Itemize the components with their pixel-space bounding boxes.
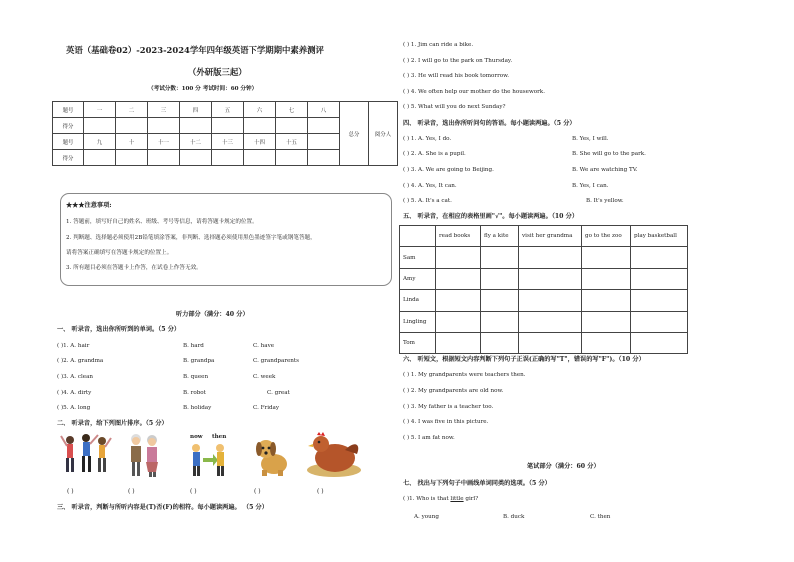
question-4-5[interactable]: ( ) 5. A. It's a cat. [403,198,452,204]
table-cell: 十四 [244,134,276,150]
score-input-cell[interactable] [116,118,148,134]
exam-info: （考试分数：100 分 考试时间：60 分钟） [148,86,258,92]
score-table [52,101,398,166]
question-1-4[interactable]: ( )4. A. dirty [57,390,92,396]
table-row [400,290,688,311]
notice-item: 请将答案正确填写在答题卡规定的位置上。 [66,250,173,256]
picture-answer-blank[interactable]: ( ) [317,488,324,495]
check-cell[interactable] [631,290,688,311]
question-4-4[interactable]: ( ) 4. A. Yes, It can. [403,183,457,189]
section-3-heading: 三、 听录音，判断与所听内容是(T)否(F)的相符。每小题读两遍。 （5 分） [57,504,268,511]
check-cell[interactable] [582,247,631,268]
table-header-row [400,226,688,247]
check-cell[interactable] [582,290,631,311]
picture-answer-blank[interactable]: ( ) [190,488,197,495]
question-4-1[interactable]: ( ) 1. A. Yes, I do. [403,136,452,142]
section-7-heading: 七、 找出与下列句子中画线单词同类的选项。（5 分） [403,480,551,487]
tf-item[interactable]: ( ) 4. We often help our mother do the housework. [403,89,545,95]
listening-heading: 听力部分（满分：40 分） [176,311,249,318]
score-input-cell[interactable] [212,150,244,166]
dancing-kids-picture [60,432,112,478]
table-cell: 八 [308,102,340,118]
check-cell[interactable] [436,311,481,332]
underlined-word: little [450,496,464,502]
option-b[interactable]: B. queen [183,374,209,380]
table-header: visit her grandma [519,226,582,247]
score-input-cell[interactable] [276,150,308,166]
table-cell: 九 [84,134,116,150]
question-text: ( )1. Who is that [403,496,451,502]
page-title: 英语（基础卷02）-2023-2024学年四年级英语下学期期中素养测评 [66,45,324,55]
option-c[interactable]: C. week [253,374,276,380]
tf-item[interactable]: ( ) 3. My father is a teacher too. [403,404,494,410]
score-input-cell[interactable] [180,118,212,134]
table-cell [308,150,340,166]
table-cell: 十五 [276,134,308,150]
now-label: now [190,434,203,440]
option-c[interactable]: C. great [267,390,290,396]
check-cell[interactable] [481,290,519,311]
check-cell[interactable] [436,247,481,268]
question-text: girl? [463,496,479,502]
table-row [400,332,688,353]
check-cell[interactable] [631,268,688,289]
check-cell[interactable] [519,311,582,332]
score-input-cell[interactable] [276,118,308,134]
now-then-picture [188,442,228,478]
score-input-cell[interactable] [244,150,276,166]
table-row [400,268,688,289]
check-cell[interactable] [631,311,688,332]
notice-item: 3. 所有题目必须在答题卡上作答，在试卷上作答无效。 [66,265,202,271]
question-1-1[interactable]: ( )1. A. hair [57,343,90,349]
option-c[interactable]: C. grandparents [253,358,300,364]
check-cell[interactable] [481,268,519,289]
section-2-heading: 二、 听录音，给下列图片排序。（5 分） [57,420,168,427]
score-table-label: 题号 [53,134,84,150]
score-table-label: 得分 [53,150,84,166]
table-cell: 十 [116,134,148,150]
tf-item[interactable]: ( ) 5. What will you do next Sunday? [403,104,506,110]
check-cell[interactable] [436,290,481,311]
hen-picture [305,430,363,478]
notice-heading: ★★★注意事项: [66,202,112,209]
table-cell: 四 [180,102,212,118]
check-cell[interactable] [582,332,631,353]
option-b[interactable]: B. holiday [183,405,212,411]
score-input-cell[interactable] [148,150,180,166]
row-label: Amy [400,268,436,289]
section-4-heading: 四、 听录音，选出你所听问句的答语。每小题读两遍。（5 分） [403,120,576,127]
picture-answer-blank[interactable]: ( ) [254,488,261,495]
check-cell[interactable] [436,332,481,353]
option-b[interactable]: B. duck [503,514,525,520]
check-cell[interactable] [631,332,688,353]
score-input-cell[interactable] [180,150,212,166]
option-b[interactable]: B. Yes, I can. [572,183,609,189]
table-header: go to the zoo [582,226,631,247]
option-b[interactable]: B. She will go to the park. [572,151,646,157]
tf-item[interactable]: ( ) 2. My grandparents are old now. [403,388,504,394]
check-cell[interactable] [582,311,631,332]
row-label: Lingling [400,311,436,332]
notice-item: 2. 判断题、选择题必须使用2B铅笔填涂答案，非判断、选择题必须使用黑色墨迹签字笔或钢笔答题， [66,235,316,241]
table-row [53,102,398,118]
table-cell: 三 [148,102,180,118]
table-cell: 二 [116,102,148,118]
table-cell: 六 [244,102,276,118]
score-input-cell[interactable] [148,118,180,134]
table-header [400,226,436,247]
total-score-cell: 总分 [340,102,369,166]
table-cell: 七 [276,102,308,118]
score-input-cell[interactable] [116,150,148,166]
table-row [400,247,688,268]
option-b[interactable]: B. grandpa [183,358,215,364]
page-subtitle: （外研版三起） [188,67,247,77]
section-1-heading: 一、 听录音，选出你所听到的单词。（5 分） [57,326,181,333]
score-input-cell[interactable] [244,118,276,134]
score-table-label: 题号 [53,102,84,118]
option-b[interactable]: B. We are watching TV. [572,167,638,173]
tf-item[interactable]: ( ) 4. I was five in this picture. [403,419,489,425]
reviewer-cell: 阅分人 [369,102,398,166]
notice-item: 1. 答题前，填写好自己的姓名、班级、考号等信息，请将答题卡规定的位置。 [66,219,258,225]
row-label: Sam [400,247,436,268]
table-header: read books [436,226,481,247]
check-cell[interactable] [481,247,519,268]
row-label: Linda [400,290,436,311]
table-cell: 十二 [180,134,212,150]
score-table-label: 得分 [53,118,84,134]
question-1-2[interactable]: ( )2. A. grandma [57,358,104,364]
picture-answer-blank[interactable]: ( ) [128,488,135,495]
score-input-cell[interactable] [308,118,340,134]
option-b[interactable]: B. It's yellow. [586,198,624,204]
option-c[interactable]: C. Friday [253,405,280,411]
section-5-heading: 五、 听录音，在相应的表格里画"√"。每小题读两遍。（10 分） [403,213,579,220]
option-c[interactable]: C. then [590,514,611,520]
check-cell[interactable] [519,247,582,268]
check-cell[interactable] [519,332,582,353]
option-a[interactable]: A. young [414,514,439,520]
table-row [400,311,688,332]
check-cell[interactable] [436,268,481,289]
option-b[interactable]: B. Yes, I will. [572,136,609,142]
option-c[interactable]: C. have [253,343,275,349]
tf-item[interactable]: ( ) 2. I will go to the park on Thursday. [403,58,513,64]
question-1-3[interactable]: ( )3. A. clean [57,374,94,380]
row-label: Tom [400,332,436,353]
table-cell: 一 [84,102,116,118]
table-cell: 十三 [212,134,244,150]
tf-item[interactable]: ( ) 3. He will read his book tomorrow. [403,73,510,79]
check-cell[interactable] [582,268,631,289]
dog-picture [252,436,292,478]
option-b[interactable]: B. robot [183,390,206,396]
check-cell[interactable] [631,247,688,268]
score-input-cell[interactable] [212,118,244,134]
question-1-5[interactable]: ( )5. A. long [57,405,91,411]
question-4-3[interactable]: ( ) 3. A. We are going to Beijing. [403,167,494,173]
table-cell: 五 [212,102,244,118]
picture-answer-blank[interactable]: ( ) [67,488,74,495]
question-4-2[interactable]: ( ) 2. A. She is a pupil. [403,151,466,157]
check-cell[interactable] [481,311,519,332]
option-b[interactable]: B. hard [183,343,204,349]
score-input-cell[interactable] [84,118,116,134]
tf-item[interactable]: ( ) 1. My grandparents were teachers then. [403,372,526,378]
written-heading: 笔试部分（满分：60 分） [527,463,600,470]
tf-item[interactable]: ( ) 1. Jim can ride a bike. [403,42,474,48]
question-7-1[interactable] [403,497,478,503]
table-header: play basketball [631,226,688,247]
grandparents-picture [124,432,164,478]
score-input-cell[interactable] [84,150,116,166]
check-cell[interactable] [519,290,582,311]
table-cell: 十一 [148,134,180,150]
tf-item[interactable]: ( ) 5. I am fat now. [403,435,455,441]
section-6-heading: 六、 听短文，根据短文内容判断下列句子正误(正确的写"T"，错误的写"F")。（10 分） [403,356,645,363]
activity-table [399,225,688,354]
table-cell [308,134,340,150]
then-label: then [212,434,227,440]
check-cell[interactable] [519,268,582,289]
check-cell[interactable] [481,332,519,353]
table-header: fly a kite [481,226,519,247]
